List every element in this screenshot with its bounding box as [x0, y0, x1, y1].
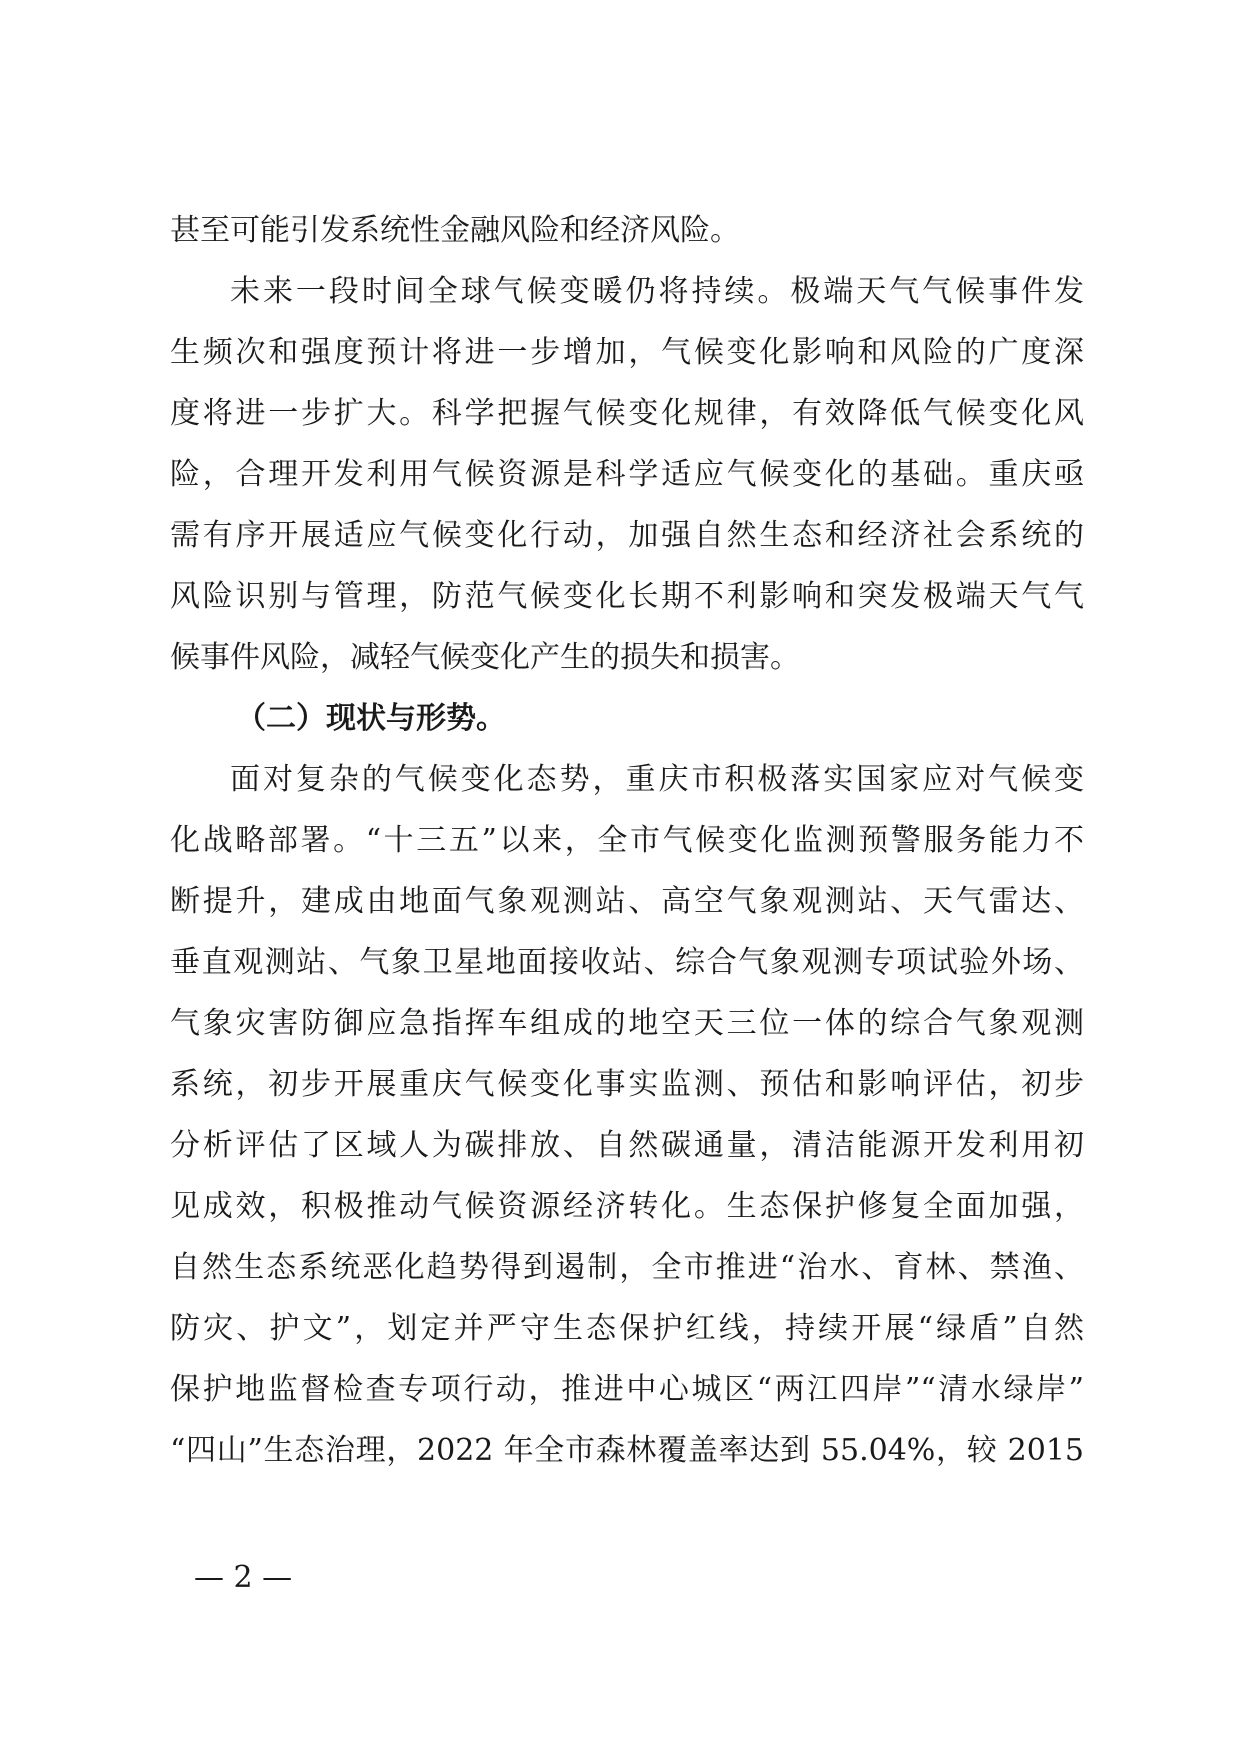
text-line: 垂直观测站、气象卫星地面接收站、综合气象观测专项试验外场、 — [170, 945, 1084, 980]
section-heading: （二）现状与形势。 — [236, 701, 506, 736]
text-line: 未来一段时间全球气候变暖仍将持续。极端天气气候事件发 — [230, 274, 1084, 309]
text-line: 分析评估了区域人为碳排放、自然碳通量，清洁能源开发利用初 — [170, 1128, 1084, 1163]
text-line: 断提升，建成由地面气象观测站、高空气象观测站、天气雷达、 — [170, 884, 1084, 919]
text-line: “四山”生态治理，2022 年全市森林覆盖率达到 55.04%，较 2015 — [170, 1433, 1084, 1468]
text-line: 生频次和强度预计将进一步增加，气候变化影响和风险的广度深 — [170, 335, 1084, 370]
text-line: 保护地监督检查专项行动，推进中心城区“两江四岸”“清水绿岸” — [170, 1372, 1084, 1407]
text-line: 度将进一步扩大。科学把握气候变化规律，有效降低气候变化风 — [170, 396, 1084, 431]
text-line: 候事件风险，减轻气候变化产生的损失和损害。 — [170, 640, 800, 675]
text-line: 甚至可能引发系统性金融风险和经济风险。 — [170, 213, 740, 248]
text-line: 气象灾害防御应急指挥车组成的地空天三位一体的综合气象观测 — [170, 1006, 1084, 1041]
page-number: — 2 — — [194, 1560, 293, 1595]
text-line: 系统，初步开展重庆气候变化事实监测、预估和影响评估，初步 — [170, 1067, 1084, 1102]
text-line: 见成效，积极推动气候资源经济转化。生态保护修复全面加强， — [170, 1189, 1084, 1224]
text-line: 险，合理开发利用气候资源是科学适应气候变化的基础。重庆亟 — [170, 457, 1084, 492]
text-line: 防灾、护文”，划定并严守生态保护红线，持续开展“绿盾”自然 — [170, 1311, 1084, 1346]
text-line: 化战略部署。“十三五”以来，全市气候变化监测预警服务能力不 — [170, 823, 1084, 858]
text-line: 需有序开展适应气候变化行动，加强自然生态和经济社会系统的 — [170, 518, 1084, 553]
text-line: 风险识别与管理，防范气候变化长期不利影响和突发极端天气气 — [170, 579, 1084, 614]
text-line: 自然生态系统恶化趋势得到遏制，全市推进“治水、育林、禁渔、 — [170, 1250, 1084, 1285]
text-line: 面对复杂的气候变化态势，重庆市积极落实国家应对气候变 — [230, 762, 1084, 797]
